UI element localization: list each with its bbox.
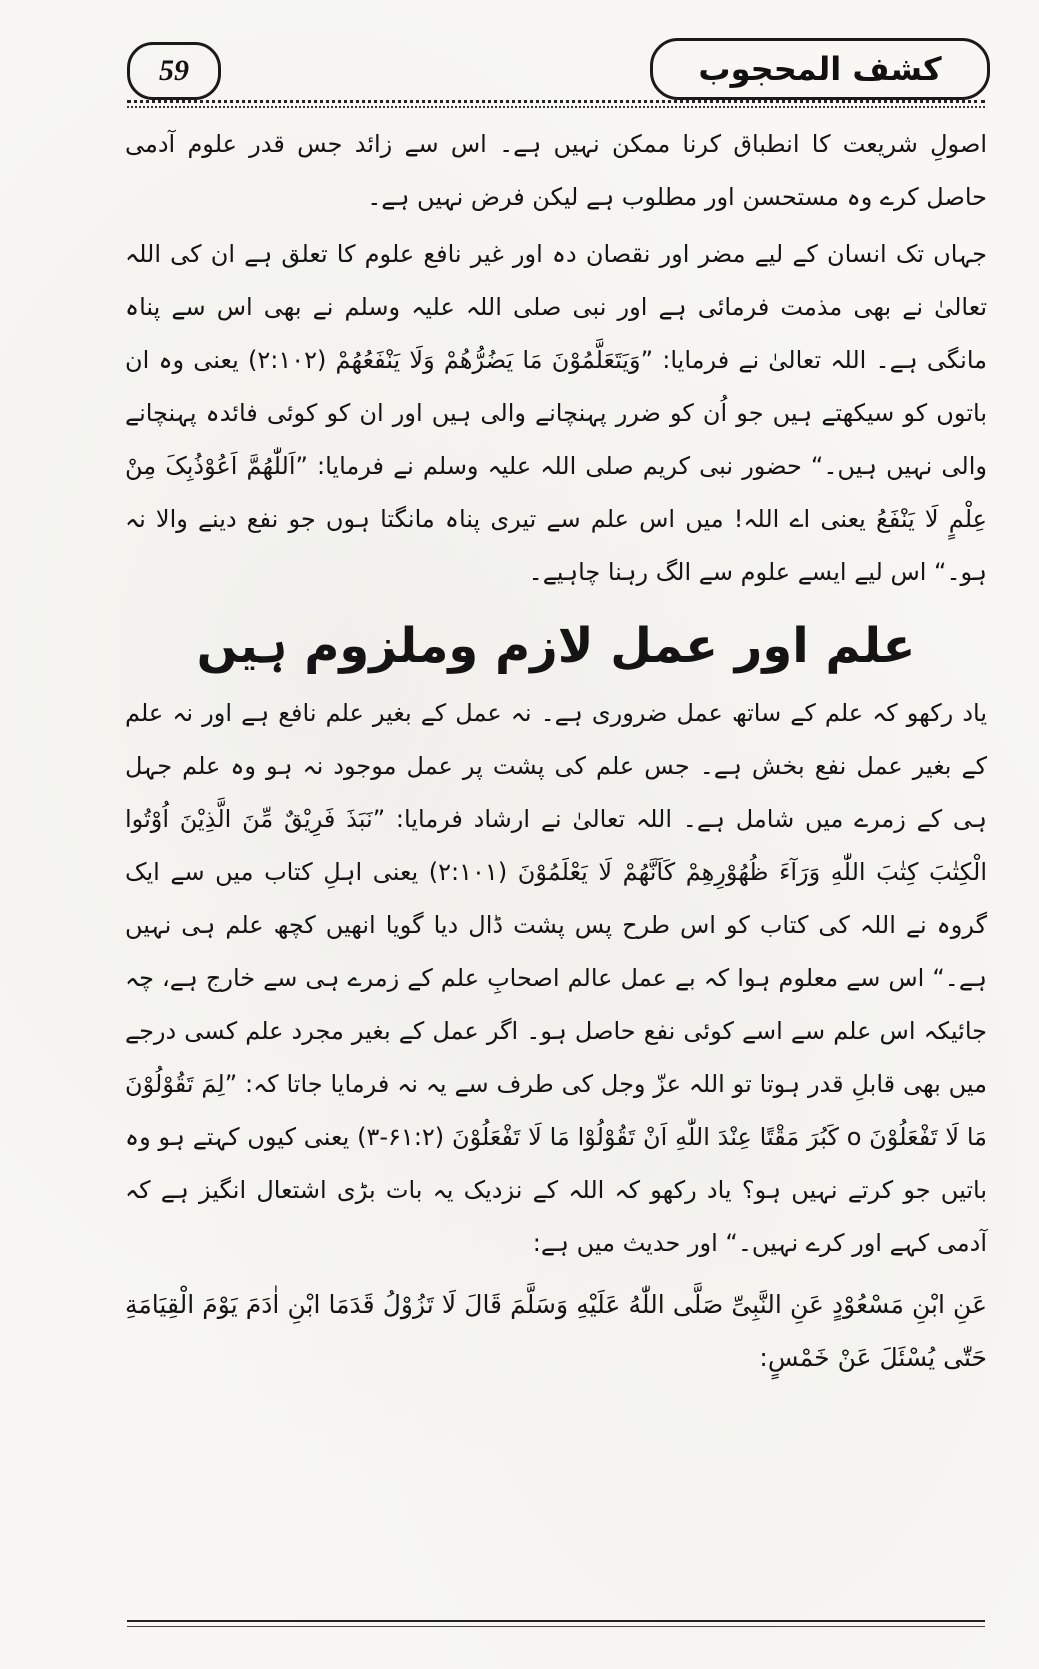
footer-divider bbox=[127, 1620, 985, 1622]
hadith-text: عَنِ ابْنِ مَسْعُوْدٍ عَنِ النَّبِیِّ صَلَّی اللّٰهُ عَلَيْهِ وَسَلَّمَ قَالَ لَا تَزُوْلُ قَدَمَا ابْنِ اٰدَمَ يَوْمَ الْقِيَامَةِ حَتّٰی يُسْئَلَ عَنْ خَمْسٍ: bbox=[125, 1290, 987, 1372]
header-divider-secondary bbox=[127, 106, 985, 108]
paragraph-1: اصولِ شریعت کا انطباق کرنا ممکن نہیں ہے۔ اس سے زائد جس قدر علوم آدمی حاصل کرے وہ مستحسن اور مطلوب ہے لیکن فرض نہیں ہے۔ bbox=[125, 130, 987, 211]
paragraph-3: یاد رکھو کہ علم کے ساتھ عمل ضروری ہے۔ نہ عمل کے بغیر علم نافع ہے اور نہ علم کے بغیر عمل نفع بخش ہے۔ جس علم کی پشت پر عمل موجود نہ ہو وہ علم جہل ہی کے زمرے میں شامل ہے۔ اللہ تعالیٰ نے ارشاد فرمایا: ”نَبَذَ فَرِيْقٌ مِّنَ الَّذِيْنَ اُوْتُوا الْكِتٰبَ كِتٰبَ اللّٰهِ وَرَآءَ ظُهُوْرِهِمْ كَاَنَّهُمْ لَا يَعْلَمُوْنَ (۲:۱۰۱) یعنی اہلِ کتاب میں سے ایک گروہ نے اللہ کی کتاب کو اس طرح پس پشت ڈال دیا گویا انھیں کچھ علم ہی نہیں ہے۔“ اس سے معلوم ہوا کہ بے عمل عالم اصحابِ علم کے زمرے ہی سے خارج ہے، چہ جائیکہ اس علم سے اسے کوئی نفع حاصل ہو۔ اگر عمل کے بغیر مجرد علم کسی درجے میں بھی قابلِ قدر ہوتا تو اللہ عزّ وجل کی طرف سے یہ نہ فرمایا جاتا کہ: ”لِمَ تَقُوْلُوْنَ مَا لَا تَفْعَلُوْنَ o كَبُرَ مَقْتًا عِنْدَ اللّٰهِ اَنْ تَقُوْلُوْا مَا لَا تَفْعَلُوْنَ (۶۱:۲-۳) یعنی کیوں کہتے ہو وہ باتیں جو کرتے نہیں ہو؟ یاد رکھو کہ اللہ کے نزدیک یہ بات بڑی اشتعال انگیز ہے کہ آدمی کہے اور کرے نہیں۔“ اور حدیث میں ہے: bbox=[125, 699, 987, 1257]
page-number: 59 bbox=[127, 42, 221, 100]
section-heading: علم اور عمل لازم وملزوم ہیں bbox=[196, 618, 916, 674]
page-body bbox=[125, 118, 987, 1384]
paragraph-2: جہاں تک انسان کے لیے مضر اور نقصان دہ اور غیر نافع علوم کا تعلق ہے ان کی اللہ تعالیٰ نے بھی مذمت فرمائی ہے اور نبی صلی اللہ علیہ وسلم نے بھی اس سے پناہ مانگی ہے۔ اللہ تعالیٰ نے فرمایا: ”وَيَتَعَلَّمُوْنَ مَا يَضُرُّهُمْ وَلَا يَنْفَعُهُمْ (۲:۱۰۲) یعنی وہ ان باتوں کو سیکھتے ہیں جو اُن کو ضرر پہنچانے والی ہیں اور ان کو کوئی فائدہ پہنچانے والی نہیں ہیں۔“ حضور نبی کریم صلی اللہ علیہ وسلم نے فرمایا: ”اَللّٰهُمَّ اَعُوْذُبِکَ مِنْ عِلْمٍ لَا يَنْفَعُ یعنی اے اللہ! میں اس علم سے تیری پناہ مانگتا ہوں جو نفع دینے والا نہ ہو۔“ اس لیے ایسے علوم سے الگ رہنا چاہیے۔ bbox=[125, 240, 987, 586]
header-divider bbox=[127, 100, 985, 103]
footer-divider-secondary bbox=[127, 1626, 985, 1627]
book-title: کشف المحجوب bbox=[650, 38, 990, 100]
